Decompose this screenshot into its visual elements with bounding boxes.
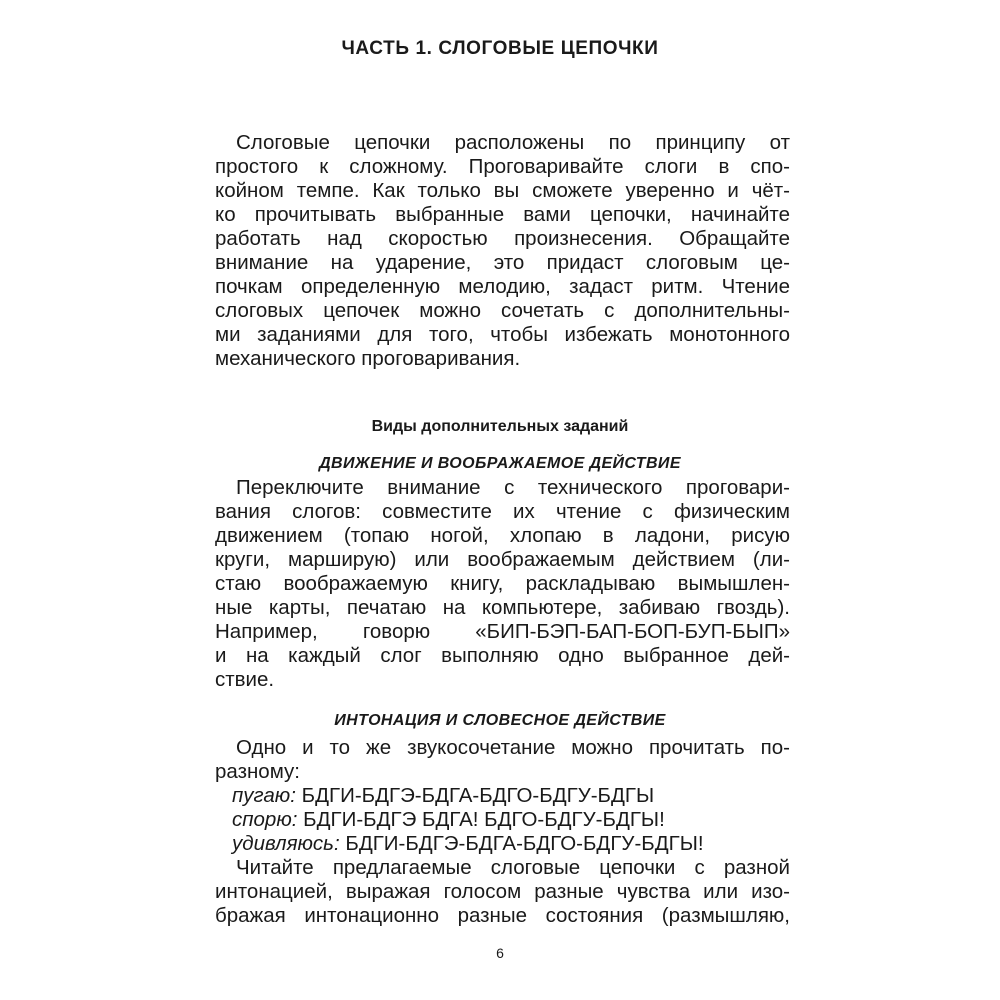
intro-line: внимание на ударение, это придаст слоговым це- (215, 251, 790, 274)
intro-line: ми заданиями для того, чтобы избежать монотонного (215, 323, 790, 346)
movement-line: ствие. (215, 668, 275, 691)
movement-line: и на каждый слог выполняю одно выбранное дей- (215, 644, 790, 667)
example-text: БДГИ-БДГЭ-БДГА-БДГО-БДГУ-БДГЫ (301, 784, 655, 807)
movement-line: Переключите внимание с технического проговари- (236, 476, 790, 499)
intro-line: ко прочитывать выбранные вами цепочки, начинайте (215, 203, 790, 226)
intro-line: механического проговаривания. (215, 347, 521, 370)
intonation-line: Читайте предлагаемые слоговые цепочки с разной (236, 856, 790, 879)
example-line (232, 808, 790, 832)
example-label: пугаю: (232, 784, 296, 807)
intonation-line: интонацией, выражая голосом разные чувства или изо- (215, 880, 790, 903)
example-label: удивляюсь: (232, 832, 340, 855)
example-label: спорю: (232, 808, 298, 831)
movement-line: вания слогов: совместите их чтение с физическим (215, 500, 790, 523)
page-number: 6 (496, 945, 504, 961)
section-heading: Виды дополнительных заданий (371, 418, 629, 435)
intonation-line: Одно и то же звукосочетание можно прочитать по- (236, 736, 790, 759)
movement-line: движением (топаю ногой, хлопаю в ладони, рисую (215, 524, 790, 547)
intro-line: простого к сложному. Проговаривайте слоги в спо- (215, 155, 790, 178)
example-line (232, 832, 790, 856)
movement-line: круги, марширую) или воображаемым действием (ли- (215, 548, 790, 571)
intro-line: работать над скоростью произнесения. Обращайте (215, 227, 790, 250)
intro-line: койном темпе. Как только вы сможете уверенно и чёт- (215, 179, 790, 202)
intonation-line: разному: (215, 760, 300, 783)
movement-heading: ДВИЖЕНИЕ И ВООБРАЖАЕМОЕ ДЕЙСТВИЕ (319, 455, 681, 472)
intro-line: почкам определенную мелодию, задаст ритм. Чтение (215, 275, 790, 298)
intro-line: Слоговые цепочки расположены по принципу от (236, 131, 790, 154)
example-text: БДГИ-БДГЭ-БДГА-БДГО-БДГУ-БДГЫ! (345, 832, 704, 855)
example-line (232, 784, 790, 808)
intonation-line: бражая интонационно разные состояния (размышляю, (215, 904, 790, 927)
intro-line: слоговых цепочек можно сочетать с дополнительны- (215, 299, 790, 322)
movement-line: ные карты, печатаю на компьютере, забиваю гвоздь). (215, 596, 790, 619)
movement-line: стаю воображаемую книгу, раскладываю вымышлен- (215, 572, 790, 595)
example-text: БДГИ-БДГЭ БДГА! БДГО-БДГУ-БДГЫ! (303, 808, 665, 831)
movement-line: Например, говорю «БИП-БЭП-БАП-БОП-БУП-БЫП» (215, 620, 790, 643)
page-title: ЧАСТЬ 1. СЛОГОВЫЕ ЦЕПОЧКИ (341, 38, 659, 59)
intonation-heading: ИНТОНАЦИЯ И СЛОВЕСНОЕ ДЕЙСТВИЕ (334, 712, 666, 729)
